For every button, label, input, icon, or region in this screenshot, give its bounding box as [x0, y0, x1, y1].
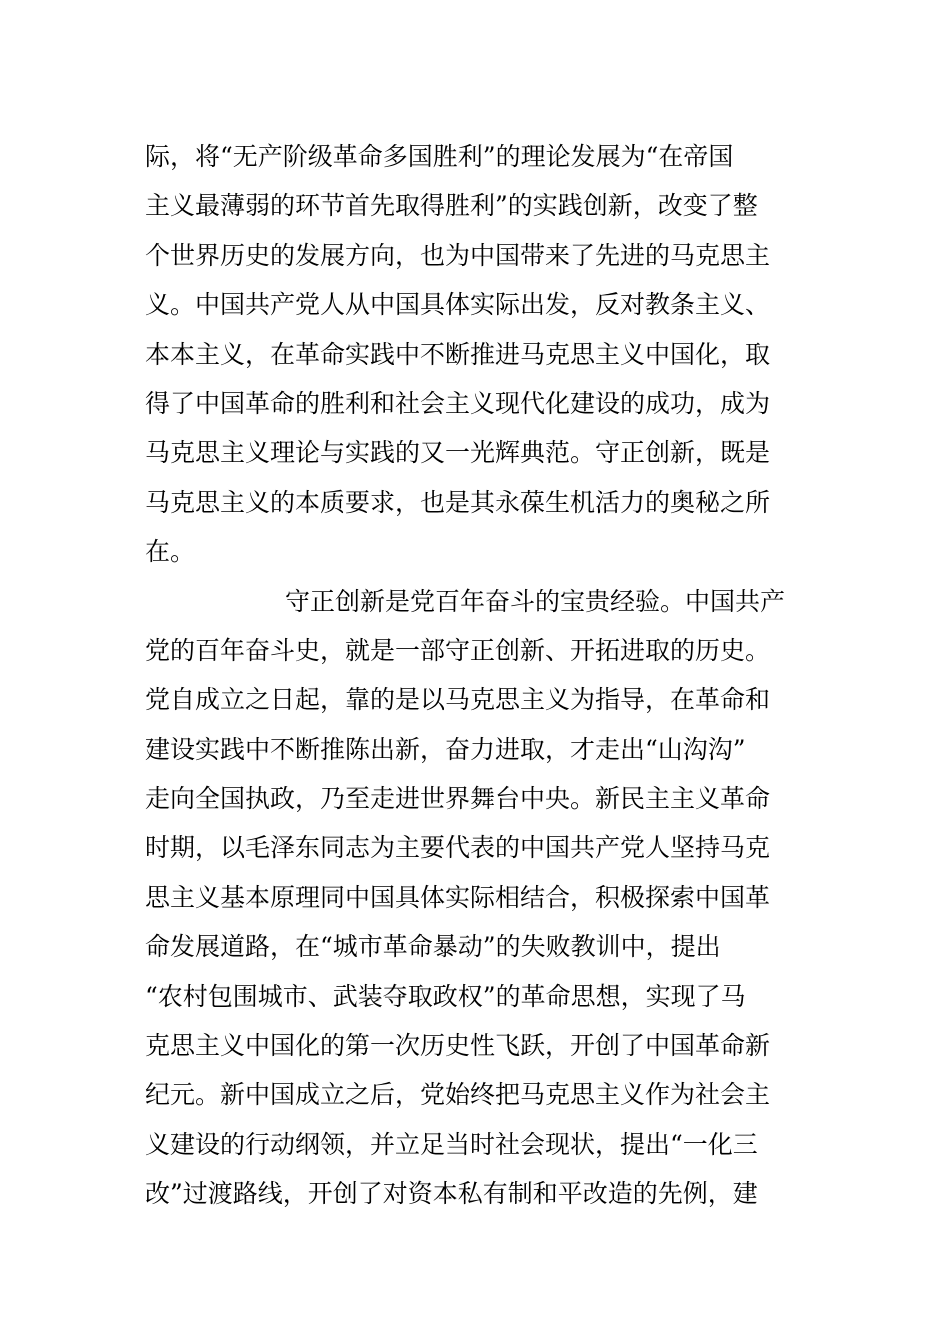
text-line: 本本主义，在革命实践中不断推进马克思主义中国化，取 [145, 339, 771, 369]
text-line: 在。 [145, 537, 196, 567]
text-line: 个世界历史的发展方向，也为中国带来了先进的马克思主 [145, 240, 771, 270]
text-line: 走向全国执政，乃至走进世界舞台中央。新民主主义革命 [145, 784, 771, 814]
text-line: 得了中国革命的胜利和社会主义现代化建设的成功，成为 [145, 388, 771, 418]
text-line: 思主义基本原理同中国具体实际相结合，积极探索中国革 [145, 882, 771, 912]
text-line: 改”过渡路线，开创了对资本私有制和平改造的先例，建 [145, 1179, 758, 1209]
body-text [145, 132, 810, 1219]
text-line: 党的百年奋斗史，就是一部守正创新、开拓进取的历史。 [145, 635, 771, 665]
text-line: 建设实践中不断推陈出新，奋力进取，才走出“山沟沟” [145, 734, 746, 764]
text-line: 主义最薄弱的环节首先取得胜利”的实践创新，改变了整 [145, 191, 758, 221]
text-line: 马克思主义理论与实践的又一光辉典范。守正创新，既是 [145, 438, 771, 468]
text-line: 义建设的行动纲领，并立足当时社会现状，提出“一化三 [145, 1129, 758, 1159]
text-line: 命发展道路，在“城市革命暴动”的失败教训中，提出 [145, 932, 721, 962]
text-line: 际，将“无产阶级革命多国胜利”的理论发展为“在帝国 [145, 142, 734, 171]
text-line: 时期，以毛泽东同志为主要代表的中国共产党人坚持马克 [145, 833, 771, 863]
text-line: 马克思主义的本质要求，也是其永葆生机活力的奥秘之所 [145, 487, 771, 517]
text-line: “农村包围城市、武装夺取政权”的革命思想，实现了马 [145, 981, 746, 1011]
text-line: 党自成立之日起，靠的是以马克思主义为指导，在革命和 [145, 685, 771, 715]
paragraph-start-line: 守正创新是党百年奋斗的宝贵经验。中国共产 [285, 586, 786, 616]
text-line: 纪元。新中国成立之后，党始终把马克思主义作为社会主 [145, 1080, 771, 1110]
text-line: 义。中国共产党人从中国具体实际出发，反对教条主义、 [145, 290, 771, 320]
text-line: 克思主义中国化的第一次历史性飞跃，开创了中国革命新 [145, 1031, 771, 1061]
